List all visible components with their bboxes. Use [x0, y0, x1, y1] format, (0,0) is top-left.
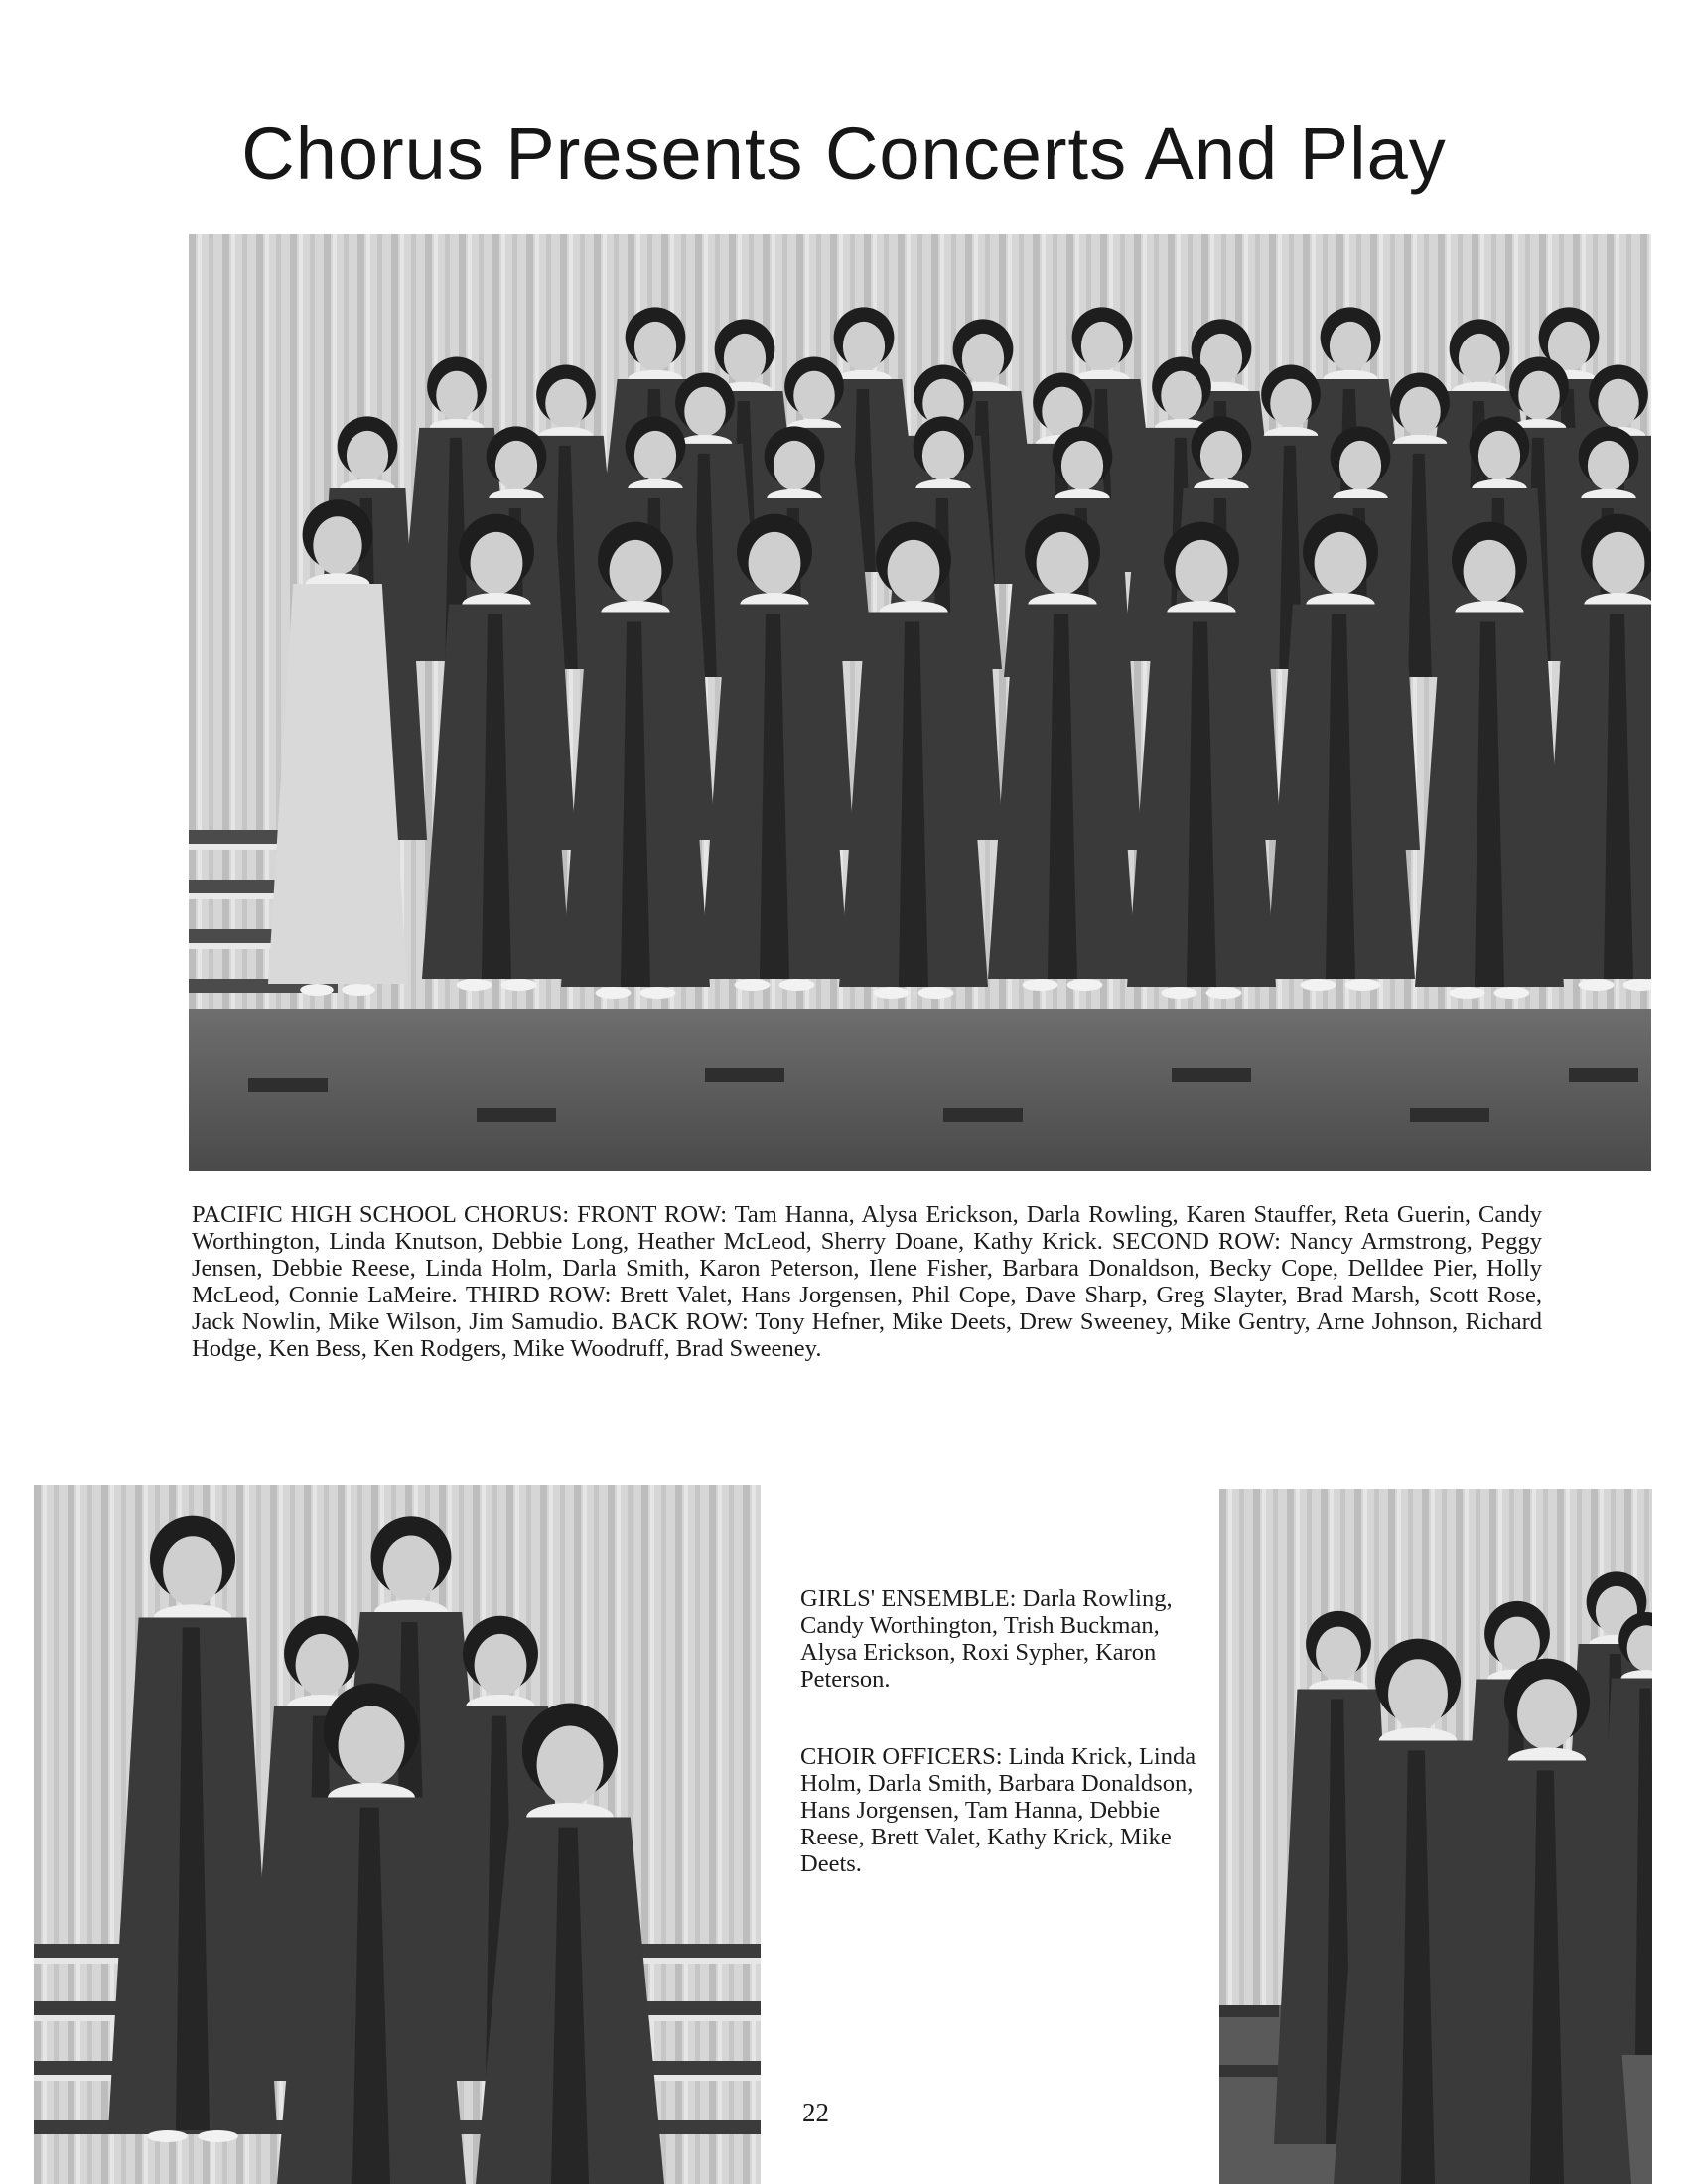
page-number: 22	[802, 2098, 829, 2127]
chorus-caption: PACIFIC HIGH SCHOOL CHORUS: FRONT ROW: Tam Hanna, Alysa Erickson, Darla Rowling, Karen Stauffer, Reta Guerin, Candy Worthington, Linda Knutson, Debbie Long, Heather McLeod, Sherry Doane, Kathy Krick. SECOND ROW: Nancy Armstrong, Peggy Jensen, Debbie Reese, Linda Holm, Darla Smith, Karon Peterson, Ilene Fisher, Barbara Donaldson, Becky Cope, Delldee Pier, Holly McLeod, Connie LaMeire. THIRD ROW: Brett Valet, Hans Jorgensen, Phil Cope, Dave Sharp, Greg Slayter, Brad Marsh, Scott Rose, Jack Nowlin, Mike Wilson, Jim Samudio. BACK ROW: Tony Hefner, Mike Deets, Drew Sweeney, Mike Gentry, Arne Johnson, Richard Hodge, Ken Bess, Ken Rodgers, Mike Woodruff, Brad Sweeney.	[192, 1201, 1542, 1362]
group-photo-girls-ensemble-icon	[34, 1485, 761, 2184]
girls-ensemble-caption: GIRLS' ENSEMBLE: Darla Rowling, Candy Worthington, Trish Buckman, Alysa Erickson, Roxi Sypher, Karon Peterson.	[800, 1585, 1173, 1693]
girls-ensemble-photo	[34, 1485, 761, 2184]
page-title: Chorus Presents Concerts And Play	[241, 112, 1447, 195]
group-photo-chorus-icon	[189, 234, 1651, 1171]
chorus-group-photo	[189, 234, 1651, 1171]
page-margin	[1652, 0, 1688, 2184]
choir-officers-photo	[1219, 1489, 1652, 2184]
choir-officers-caption: CHOIR OFFICERS: Linda Krick, Linda Holm, Darla Smith, Barbara Donaldson, Hans Jorgensen, Tam Hanna, Debbie Reese, Brett Valet, Kathy Krick, Mike Deets.	[800, 1743, 1196, 1877]
group-photo-choir-officers-icon	[1219, 1489, 1652, 2184]
